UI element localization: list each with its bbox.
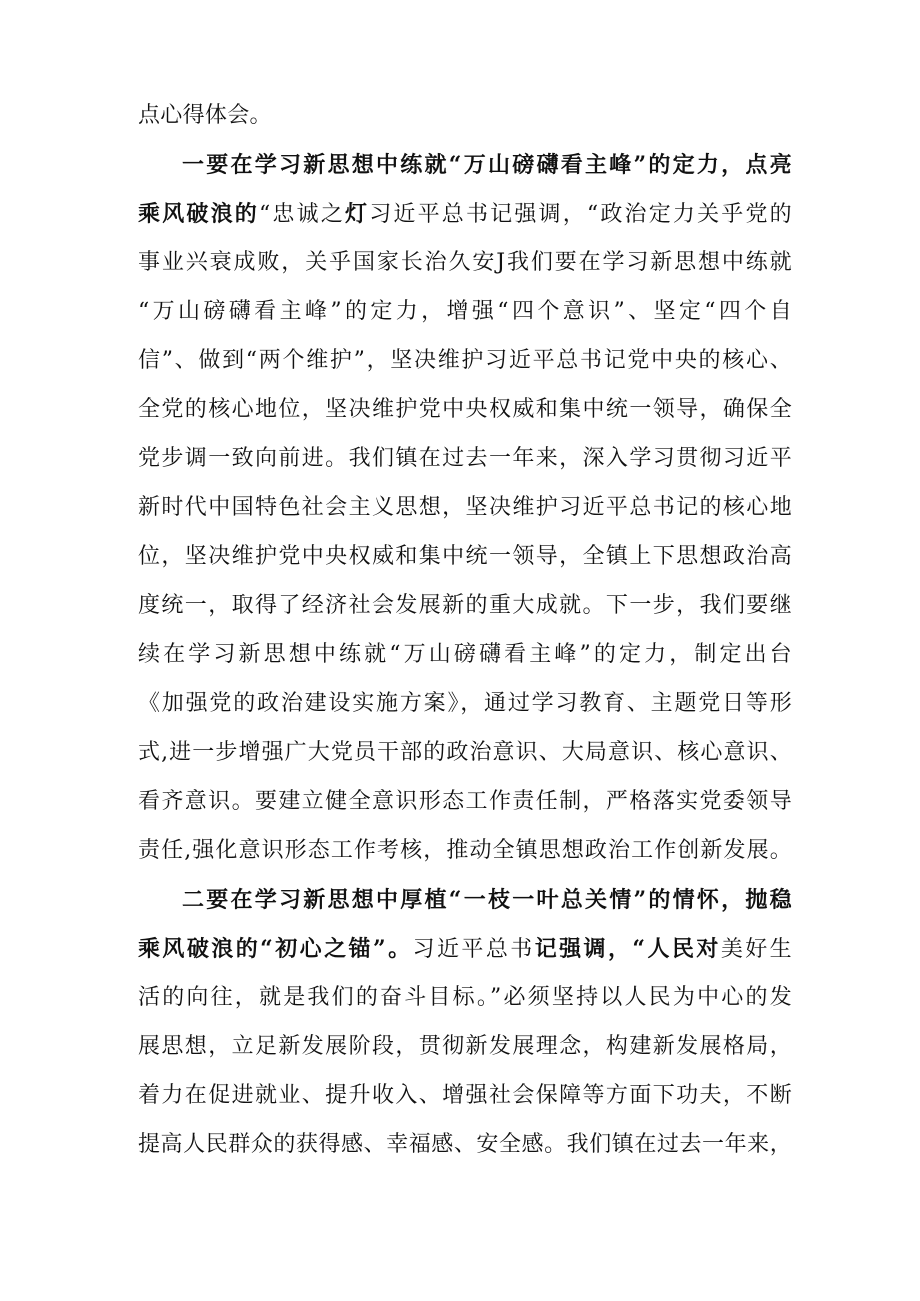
text-line (138, 488, 792, 537)
text-segment: 灯 (344, 201, 370, 227)
text-segment: 着力在促进就业、提升收入、增强社会保障等方面下功夫，不断 (138, 1083, 792, 1108)
text-line (138, 1125, 792, 1174)
text-line (138, 194, 792, 243)
text-line (138, 1076, 792, 1125)
text-segment: 《加强党的政治建设实施方案》，通过学习教育、主题党日等形 (138, 691, 792, 716)
text-segment: 全党的核心地位，坚决维护党中央权威和集中统一领导，确保全 (138, 397, 792, 422)
text-segment: 一要在学习新思想中练就“万山磅礴看主峰”的定力，点亮 (182, 152, 792, 178)
text-segment: 点心得体会。 (138, 103, 272, 128)
text-line (138, 96, 792, 145)
text-segment: 信”、做到“两个维护”，坚决维护习近平总书记党中央的核心、 (138, 348, 792, 373)
text-line (138, 733, 792, 782)
text-segment: 位，坚决维护党中央权威和集中统一领导，全镇上下思想政治高 (138, 544, 792, 569)
text-segment: 提高人民群众的获得感、幸福感、安全感。我们镇在过去一年来， (138, 1132, 792, 1157)
text-segment: 展思想，立足新发展阶段，贯彻新发展理念，构建新发展格局， (138, 1034, 792, 1059)
text-segment: 度统一，取得了经济社会发展新的重大成就。下一步，我们要继 (138, 593, 792, 618)
text-line (138, 292, 792, 341)
text-line (138, 684, 792, 733)
document-body (138, 96, 792, 1174)
text-segment: 新时代中国特色社会主义思想，坚决维护习近平总书记的核心地 (138, 495, 792, 520)
text-segment: 习近平总书记强调，“政治定力关乎党的 (369, 202, 792, 227)
paragraph-heading-line (138, 145, 792, 194)
text-segment: 习近平总书 (412, 937, 535, 962)
text-segment: “万山磅礴看主峰”的定力，增强“四个意识”、坚定“四个自 (138, 299, 792, 324)
text-segment: 看齐意识。要建立健全意识形态工作责任制，严格落实党委领导 (138, 789, 792, 814)
text-line (138, 390, 792, 439)
text-segment: “忠诚之 (258, 202, 345, 227)
text-line (138, 537, 792, 586)
text-segment: 乘风破浪的 (138, 201, 259, 227)
text-segment: 乘风破浪的“初心之锚”。 (138, 936, 413, 962)
text-segment: 二要在学习新思想中厚植“一枝一叶总关情”的情怀，抛稳 (182, 887, 792, 913)
text-line (138, 586, 792, 635)
text-line (138, 831, 792, 880)
text-segment: 活的向往，就是我们的奋斗目标。”必须坚持以人民为中心的发 (138, 985, 792, 1010)
text-segment: 事业兴衰成败，关乎国家长治久安J我们要在学习新思想中练就 (138, 250, 792, 275)
text-line (138, 243, 792, 292)
text-line (138, 341, 792, 390)
text-line (138, 782, 792, 831)
paragraph-heading-line (138, 880, 792, 929)
text-segment: 党步调一致向前进。我们镇在过去一年来，深入学习贯彻习近平 (138, 446, 792, 471)
text-segment: 式,进一步增强广大党员干部的政治意识、大局意识、核心意识、 (138, 740, 792, 765)
text-segment: 续在学习新思想中练就“万山磅礴看主峰”的定力，制定出台 (138, 642, 792, 667)
text-line (138, 929, 792, 978)
text-segment: 美好生 (720, 937, 792, 962)
text-line (138, 635, 792, 684)
text-line (138, 978, 792, 1027)
text-segment: 责任,强化意识形态工作考核，推动全镇思想政治工作创新发展。 (138, 838, 792, 863)
text-segment: 记强调，“人民对 (534, 936, 721, 962)
text-line (138, 439, 792, 488)
text-line (138, 1027, 792, 1076)
